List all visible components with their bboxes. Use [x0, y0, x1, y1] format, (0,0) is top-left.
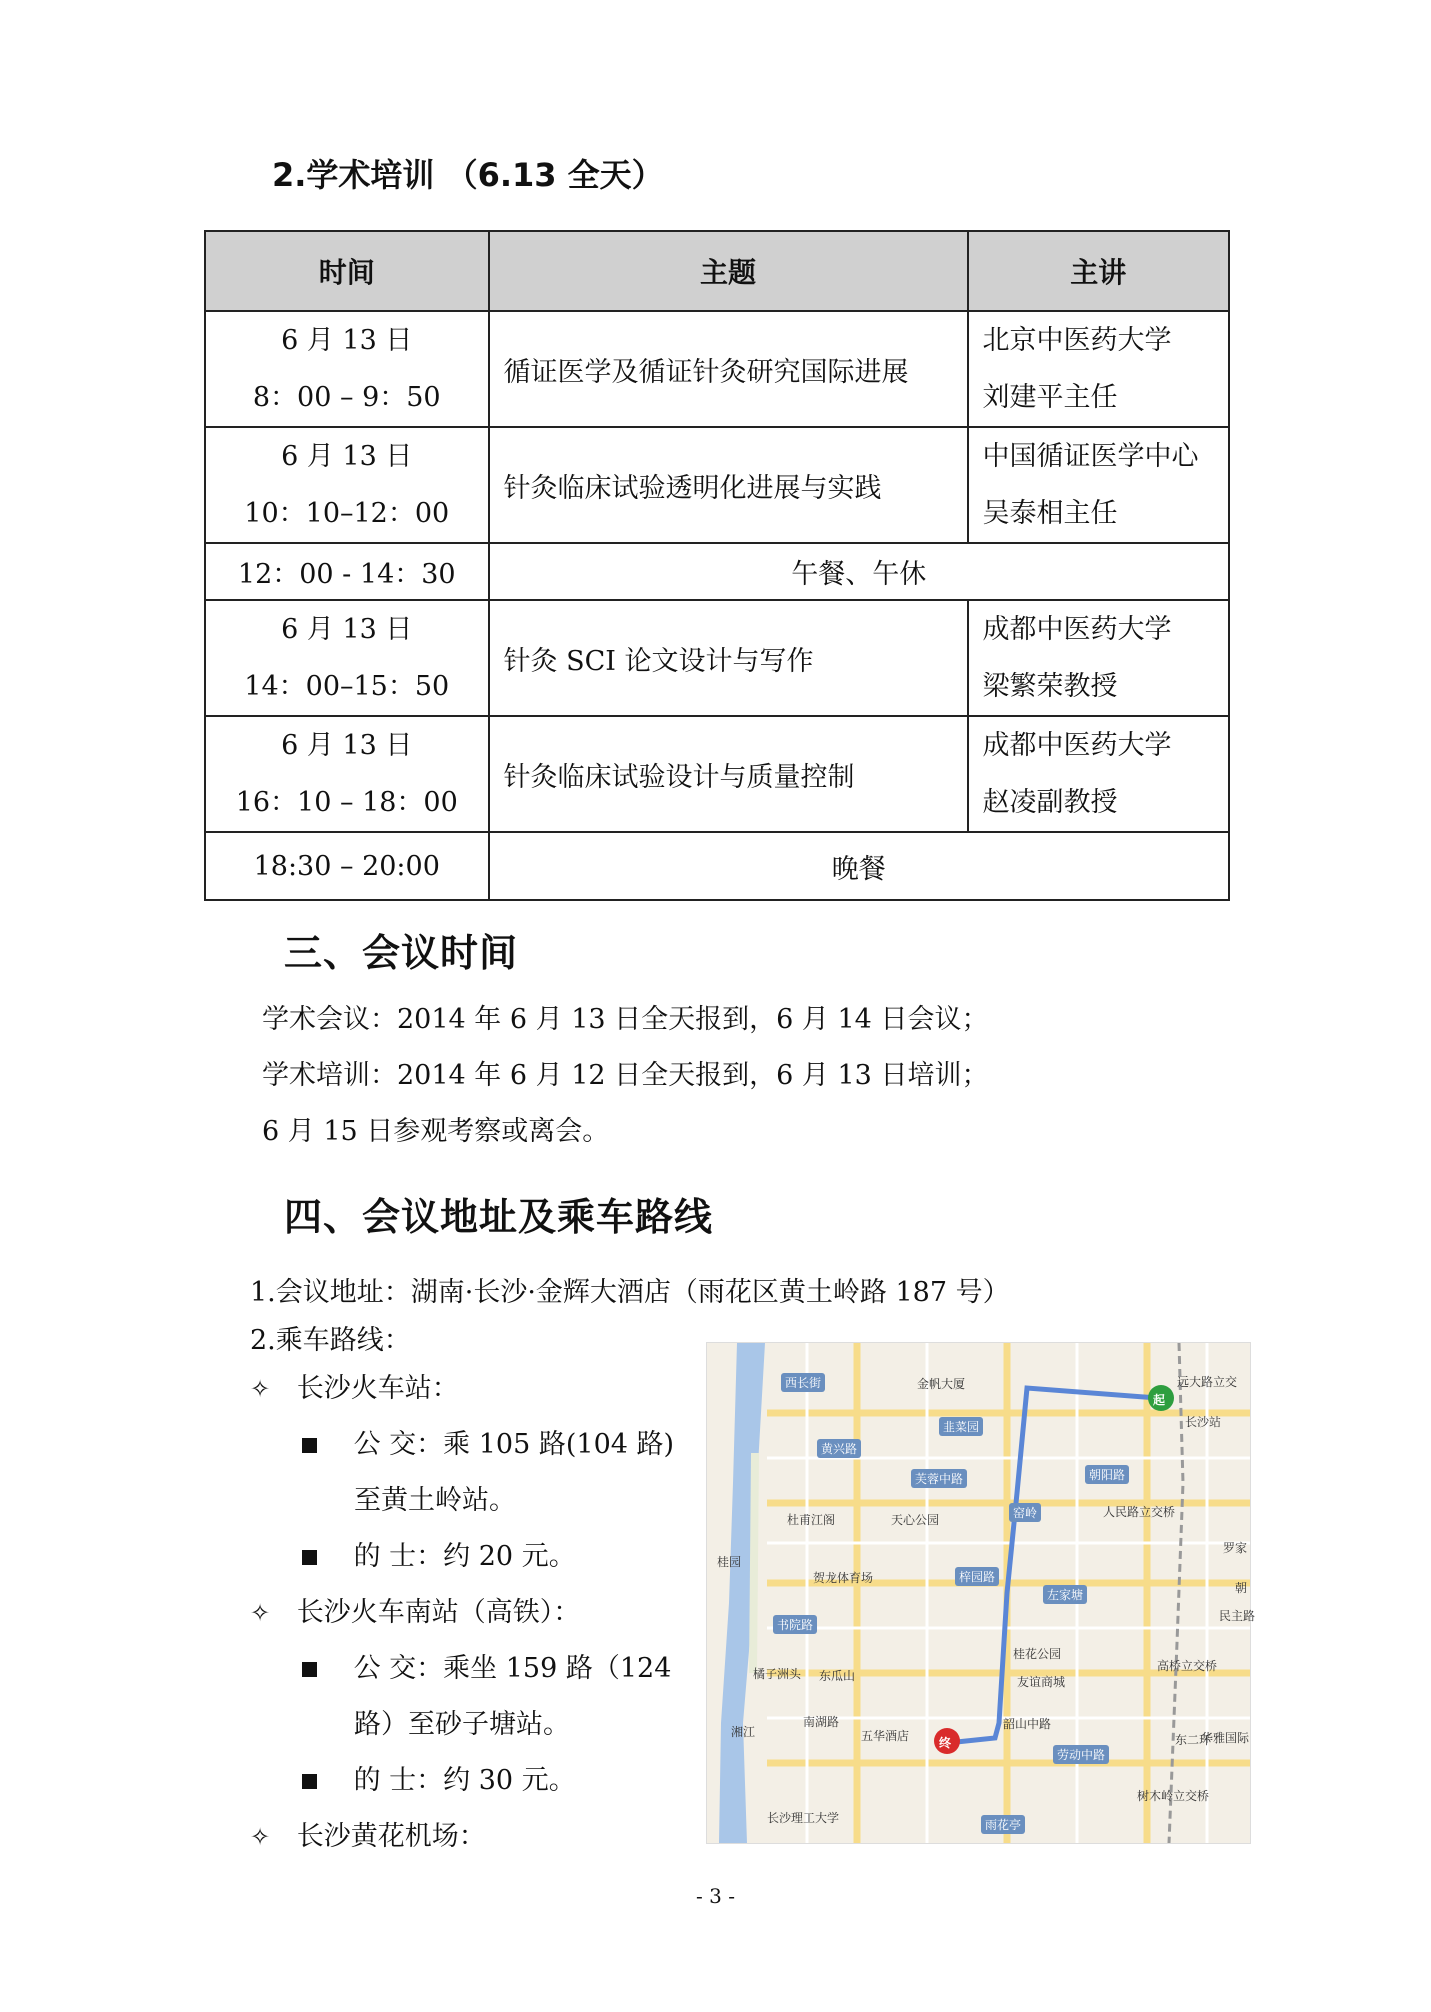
map-label: 东瓜山 [819, 1669, 856, 1683]
map-label: 华雅国际 [1201, 1731, 1250, 1745]
page-number: - 3 - [696, 1884, 735, 1908]
map-label: 金帆大厦 [917, 1377, 966, 1391]
map-label: 左家塘 [1043, 1585, 1087, 1604]
map-label: 罗家 [1223, 1541, 1248, 1555]
bus-text: 公 交：乘 105 路(104 路) [353, 1429, 675, 1460]
table-row [205, 716, 1229, 832]
map-label: 杜甫江阁 [787, 1513, 836, 1527]
bus-text: 公 交：乘坐 159 路（124 [353, 1653, 672, 1684]
map-label: 韭菜园 [939, 1417, 983, 1436]
station-item [250, 1814, 486, 1853]
header-time: 时间 [205, 231, 489, 311]
speaker-org: 北京中医药大学 [982, 325, 1172, 356]
diamond-bullet-icon: ✧ [250, 1599, 271, 1627]
map-label: 书院路 [773, 1615, 817, 1634]
row-date: 6 月 13 日 [281, 614, 413, 645]
speaker-org: 成都中医药大学 [982, 614, 1172, 645]
map-label: 长沙理工大学 [767, 1811, 840, 1825]
speaker-org: 中国循证医学中心 [982, 441, 1199, 472]
row-time-range: 18:30 – 20:00 [205, 832, 489, 900]
station-name: 长沙黄花机场： [296, 1821, 486, 1852]
map-label: 梓园路 [955, 1567, 999, 1586]
taxi-item [302, 1758, 576, 1797]
row-event: 午餐、午休 [489, 543, 1230, 600]
station-name: 长沙火车南站（高铁）： [296, 1597, 581, 1628]
map-label: 树木岭立交桥 [1137, 1789, 1210, 1803]
map-label: 五华酒店 [861, 1729, 910, 1743]
square-bullet-icon [302, 1438, 317, 1453]
row-topic: 针灸 SCI 论文设计与写作 [489, 600, 968, 716]
meeting-time-heading: 三、会议时间 [284, 931, 519, 975]
station-item [250, 1590, 580, 1629]
table-row [205, 311, 1229, 427]
map-label: 贺龙体育场 [813, 1571, 874, 1585]
river [719, 1343, 765, 1843]
table-row [205, 427, 1229, 543]
row-topic: 循证医学及循证针灸研究国际进展 [489, 311, 968, 427]
row-topic: 针灸临床试验透明化进展与实践 [489, 427, 968, 543]
diamond-bullet-icon: ✧ [250, 1823, 271, 1851]
map-label: 起 [1153, 1393, 1166, 1407]
station-name: 长沙火车站： [296, 1373, 459, 1404]
row-time-range: 12：00 - 14：30 [205, 543, 489, 600]
map-label: 友谊商城 [1017, 1675, 1066, 1689]
map-label: 长沙站 [1185, 1415, 1222, 1429]
table-row [205, 543, 1229, 600]
row-date: 6 月 13 日 [281, 441, 413, 472]
header-topic: 主题 [489, 231, 968, 311]
railway [1169, 1343, 1183, 1843]
map-label: 朝阳路 [1085, 1465, 1129, 1484]
map-label: 西长街 [781, 1373, 825, 1392]
map-label: 人民路立交桥 [1103, 1505, 1176, 1519]
meeting-time-line: 6 月 15 日参观考察或离会。 [262, 1116, 610, 1147]
square-bullet-icon [302, 1550, 317, 1565]
table-row [205, 600, 1229, 716]
route-map [706, 1342, 1256, 1844]
taxi-item [302, 1534, 576, 1573]
map-label: 橘子洲头 [753, 1667, 802, 1681]
speaker-name: 梁繁荣教授 [982, 671, 1118, 702]
map-label: 桂花公园 [1013, 1647, 1062, 1661]
bus-text-cont: 至黄土岭站。 [354, 1485, 516, 1516]
meeting-address: 1.会议地址：湖南·长沙·金辉大酒店（雨花区黄土岭路 187 号） [250, 1277, 1010, 1308]
table-row [205, 832, 1229, 900]
map-label: 天心公园 [891, 1513, 940, 1527]
taxi-text: 的 士：约 20 元。 [353, 1541, 576, 1572]
speaker-name: 赵凌副教授 [982, 787, 1118, 818]
row-date: 6 月 13 日 [281, 325, 413, 356]
row-date: 6 月 13 日 [281, 730, 413, 761]
bus-item [302, 1422, 674, 1461]
speaker-name: 刘建平主任 [982, 382, 1118, 413]
header-speaker: 主讲 [968, 231, 1230, 311]
map-label: 朝 [1235, 1581, 1248, 1595]
map-label: 黄兴路 [817, 1439, 861, 1458]
map-label: 湘江 [731, 1725, 756, 1739]
map-label: 终 [939, 1736, 952, 1750]
meeting-time-line: 学术培训：2014 年 6 月 12 日全天报到，6 月 13 日培训； [262, 1060, 989, 1091]
map-label: 窑岭 [1009, 1503, 1041, 1522]
row-time: 14：00–15：50 [244, 671, 450, 702]
map-label: 雨花亭 [981, 1815, 1025, 1834]
diamond-bullet-icon: ✧ [250, 1375, 271, 1403]
address-heading: 四、会议地址及乘车路线 [284, 1195, 714, 1239]
taxi-text: 的 士：约 30 元。 [353, 1765, 576, 1796]
speaker-org: 成都中医药大学 [982, 730, 1172, 761]
map-label: 韶山中路 [1003, 1717, 1052, 1731]
row-event: 晚餐 [489, 832, 1230, 900]
map-label: 劳动中路 [1053, 1745, 1109, 1764]
row-time: 10：10–12：00 [244, 498, 450, 529]
row-time: 16：10 – 18：00 [235, 787, 458, 818]
square-bullet-icon [302, 1662, 317, 1677]
speaker-name: 吴泰相主任 [982, 498, 1118, 529]
bus-item [302, 1646, 671, 1685]
map-label: 东二环 [1175, 1733, 1212, 1747]
schedule-table [204, 230, 1230, 901]
square-bullet-icon [302, 1774, 317, 1789]
map-label: 民主路 [1219, 1609, 1256, 1623]
map-label: 芙蓉中路 [911, 1469, 967, 1488]
bus-text-cont: 路）至砂子塘站。 [354, 1709, 570, 1740]
row-time: 8：00 – 9：50 [252, 382, 441, 413]
meeting-time-line: 学术会议：2014 年 6 月 13 日全天报到，6 月 14 日会议； [262, 1004, 989, 1035]
map-label: 桂园 [717, 1555, 742, 1569]
row-topic: 针灸临床试验设计与质量控制 [489, 716, 968, 832]
route-label: 2.乘车路线： [250, 1325, 411, 1356]
station-item [250, 1366, 459, 1405]
training-heading: 2.学术培训 （6.13 全天） [272, 156, 664, 194]
map-label: 高桥立交桥 [1157, 1659, 1218, 1673]
map-label: 南湖路 [803, 1715, 840, 1729]
map-label: 远大路立交 [1177, 1375, 1238, 1389]
